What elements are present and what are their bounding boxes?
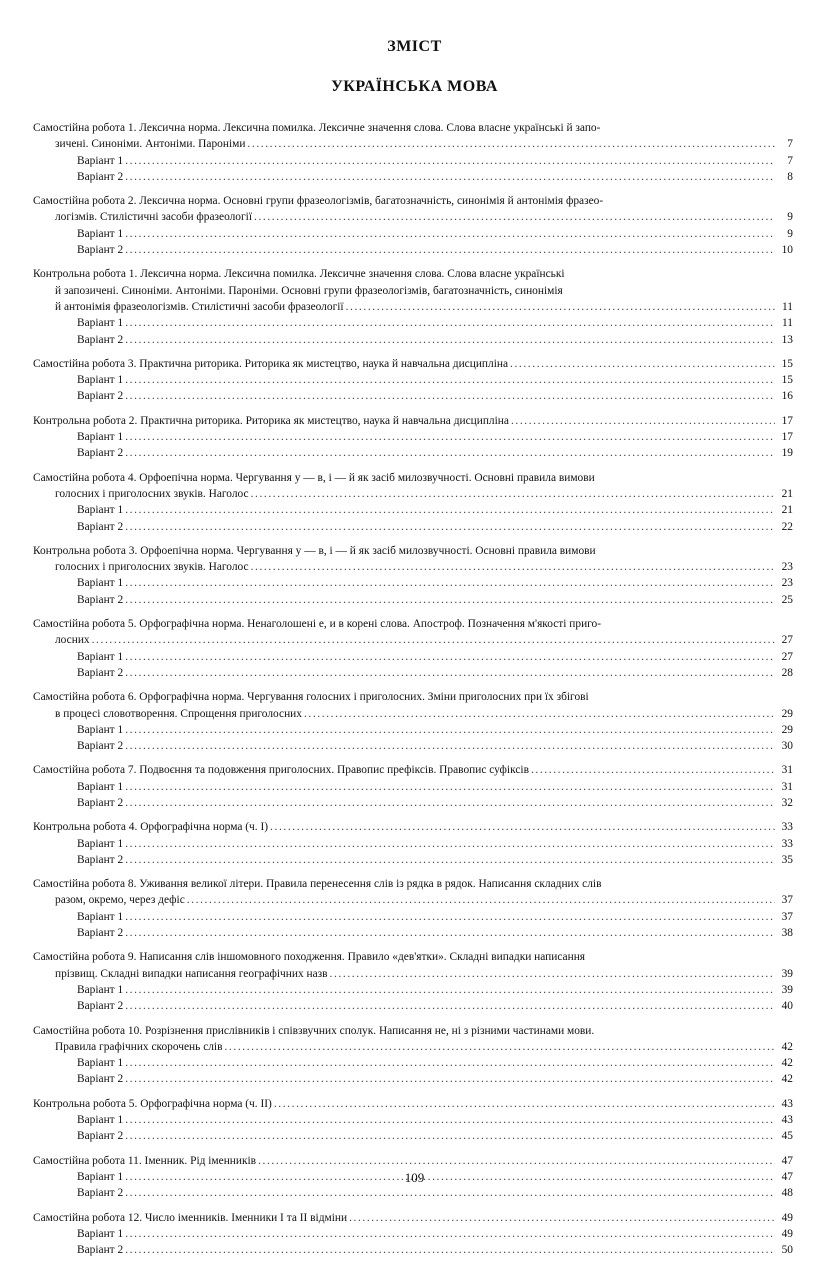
dot-leader — [125, 1071, 775, 1087]
toc-entry — [33, 193, 793, 258]
toc-page-number: 17 — [781, 414, 793, 427]
toc-variant-label: Варіант 2 — [77, 796, 124, 809]
toc-variant-row — [33, 242, 793, 258]
toc-variant-page-number: 8 — [787, 170, 793, 183]
dot-leader — [247, 136, 775, 152]
toc-variant-row — [33, 502, 793, 518]
dot-leader — [92, 632, 775, 648]
toc-entry-continuation — [33, 966, 793, 982]
toc-entry-text: Самостійна робота 11. Іменник. Рід іменників — [33, 1154, 257, 1167]
toc-entry-heading — [33, 819, 793, 835]
toc-variant-page-number: 22 — [781, 520, 793, 533]
toc-entry — [33, 120, 793, 185]
toc-variant-page-number: 49 — [781, 1227, 793, 1240]
toc-entry-heading — [33, 543, 793, 559]
toc-page-number: 47 — [781, 1154, 793, 1167]
dot-leader — [125, 429, 775, 445]
dot-leader — [125, 519, 775, 535]
toc-entry-text: й запозичені. Синоніми. Антоніми. Пароніми. Основні групи фразеологізмів, багатозначність, синонімія — [55, 284, 563, 297]
toc-page-number: 27 — [781, 634, 793, 647]
dot-leader — [125, 1226, 775, 1242]
toc-variant-row — [33, 722, 793, 738]
toc-entry-continuation — [33, 209, 793, 225]
toc-entry-text: Контрольна робота 1. Лексична норма. Лексична помилка. Лексичне значення слова. Слова власне українські — [33, 268, 565, 281]
toc-variant-label: Варіант 2 — [77, 1130, 124, 1143]
toc-variant-label: Варіант 2 — [77, 593, 124, 606]
toc-page-number: 23 — [781, 561, 793, 574]
toc-variant-row — [33, 1112, 793, 1128]
toc-entry-text: логізмів. Стилістичні засоби фразеології — [55, 211, 252, 224]
toc-variant-page-number: 29 — [781, 723, 793, 736]
dot-leader — [511, 413, 775, 429]
dot-leader — [125, 1242, 775, 1258]
toc-entry-text: прізвищ. Складні випадки написання географічних назв — [55, 967, 328, 980]
toc-variant-page-number: 19 — [781, 447, 793, 460]
dot-leader — [187, 892, 775, 908]
toc-entry — [33, 470, 793, 535]
toc-variant-page-number: 15 — [781, 374, 793, 387]
toc-entry-text: Контрольна робота 3. Орфоепічна норма. Чергування у — в, і — й як засіб милозвучності. Основні правила вимови — [33, 544, 596, 557]
toc-entry — [33, 616, 793, 681]
toc-variant-page-number: 37 — [781, 910, 793, 923]
dot-leader — [125, 332, 775, 348]
toc-variant-row — [33, 925, 793, 941]
toc-variant-label: Варіант 1 — [77, 1227, 124, 1240]
toc-page-number: 39 — [781, 967, 793, 980]
toc-entry-heading — [33, 616, 793, 632]
dot-leader — [125, 649, 775, 665]
toc-entry — [33, 949, 793, 1014]
toc-entry — [33, 819, 793, 868]
toc-variant-page-number: 23 — [781, 577, 793, 590]
toc-variant-page-number: 40 — [781, 1000, 793, 1013]
toc-variant-page-number: 35 — [781, 853, 793, 866]
toc-variant-label: Варіант 2 — [77, 170, 124, 183]
section-title: УКРАЇНСЬКА МОВА — [331, 78, 498, 95]
toc-variant-row — [33, 1242, 793, 1258]
toc-variant-row — [33, 779, 793, 795]
toc-variant-row — [33, 519, 793, 535]
dot-leader — [125, 925, 775, 941]
toc-variant-page-number: 48 — [781, 1187, 793, 1200]
toc-entry-heading — [33, 470, 793, 486]
toc-entry-continuation — [33, 706, 793, 722]
toc-entry-text: Самостійна робота 1. Лексична норма. Лексична помилка. Лексичне значення слова. Слова власне українські й запо- — [33, 122, 601, 134]
toc-entry-text: Самостійна робота 9. Написання слів іншомовного походження. Правило «дев'ятки». Складні випадки написання — [33, 951, 586, 964]
toc-variant-row — [33, 852, 793, 868]
toc-variant-page-number: 30 — [781, 740, 793, 753]
toc-entry-text: Самостійна робота 7. Подвоєння та подовження приголосних. Правопис префіксів. Правопис суфіксів — [33, 764, 529, 777]
toc-page-number: 49 — [781, 1211, 793, 1224]
toc-page-number: 11 — [782, 300, 793, 313]
toc-variant-page-number: 11 — [782, 317, 793, 330]
toc-variant-row — [33, 445, 793, 461]
toc-entry-text: Контрольна робота 2. Практична риторика. Риторика як мистецтво, наука й навчальна дисципліна — [33, 414, 509, 427]
toc-variant-row — [33, 429, 793, 445]
toc-page-number: 7 — [787, 138, 793, 151]
toc-entry-heading — [33, 762, 793, 778]
dot-leader — [251, 486, 775, 502]
toc-entry-continuation — [33, 1039, 793, 1055]
toc-entry-continuation — [33, 892, 793, 908]
dot-leader — [125, 779, 775, 795]
toc-variant-page-number: 31 — [781, 780, 793, 793]
dot-leader — [125, 1128, 775, 1144]
toc-variant-page-number: 42 — [781, 1057, 793, 1070]
toc-entry-text: й антонімія фразеологізмів. Стилістичні засоби фразеології — [55, 300, 344, 313]
toc-variant-row — [33, 332, 793, 348]
toc-variant-page-number: 45 — [781, 1130, 793, 1143]
toc-variant-page-number: 25 — [781, 593, 793, 606]
toc-entry-heading — [33, 876, 793, 892]
dot-leader — [125, 852, 775, 868]
toc-entry-heading — [33, 689, 793, 705]
toc-entry-continuation — [33, 486, 793, 502]
toc-variant-page-number: 32 — [781, 796, 793, 809]
toc-entry — [33, 1210, 793, 1259]
toc-variant-page-number: 50 — [781, 1244, 793, 1257]
toc-entry-text: зичені. Синоніми. Антоніми. Пароніми — [55, 138, 246, 151]
toc-variant-row — [33, 982, 793, 998]
toc-entry-heading — [33, 1153, 793, 1169]
toc-variant-row — [33, 575, 793, 591]
toc-variant-label: Варіант 1 — [77, 983, 124, 996]
toc-variant-row — [33, 738, 793, 754]
dot-leader — [125, 388, 775, 404]
toc-entry — [33, 356, 793, 405]
toc-variant-label: Варіант 1 — [77, 154, 124, 167]
toc-entry — [33, 689, 793, 754]
toc-variant-page-number: 38 — [781, 927, 793, 940]
toc-variant-label: Варіант 2 — [77, 333, 124, 346]
toc-entry-heading — [33, 356, 793, 372]
dot-leader — [125, 909, 775, 925]
toc-entry-text: в процесі словотворення. Спрощення приголосних — [55, 707, 302, 720]
dot-leader — [125, 575, 775, 591]
toc-variant-page-number: 39 — [781, 983, 793, 996]
toc-variant-label: Варіант 2 — [77, 853, 124, 866]
toc-variant-row — [33, 909, 793, 925]
dot-leader — [346, 299, 775, 315]
toc-variant-label: Варіант 1 — [77, 910, 124, 923]
toc-variant-page-number: 47 — [781, 1170, 793, 1183]
dot-leader — [224, 1039, 775, 1055]
toc-entry — [33, 876, 793, 941]
toc-variant-label: Варіант 1 — [77, 317, 124, 330]
toc-entry-heading — [33, 413, 793, 429]
toc-entry-heading — [33, 1023, 793, 1039]
dot-leader — [251, 559, 775, 575]
dot-leader — [125, 722, 775, 738]
toc-variant-row — [33, 1128, 793, 1144]
dot-leader — [531, 762, 775, 778]
toc-variant-row — [33, 315, 793, 331]
toc-variant-label: Варіант 2 — [77, 927, 124, 940]
toc-page-number: 37 — [781, 894, 793, 907]
toc-variant-label: Варіант 2 — [77, 1187, 124, 1200]
toc-page-number: 15 — [781, 357, 793, 370]
dot-leader — [125, 169, 775, 185]
toc-variant-page-number: 13 — [781, 333, 793, 346]
toc-title: ЗМІСТ — [387, 38, 442, 55]
dot-leader — [125, 315, 775, 331]
toc-entry — [33, 1096, 793, 1145]
toc-variant-label: Варіант 2 — [77, 740, 124, 753]
toc-variant-label: Варіант 1 — [77, 227, 124, 240]
toc-entry-heading — [33, 1096, 793, 1112]
toc-variant-label: Варіант 2 — [77, 666, 124, 679]
dot-leader — [125, 242, 775, 258]
dot-leader — [270, 819, 775, 835]
toc-entry-continuation — [33, 136, 793, 152]
table-of-contents — [33, 120, 793, 1266]
toc-variant-page-number: 42 — [781, 1073, 793, 1086]
toc-page-number: 31 — [781, 764, 793, 777]
toc-variant-label: Варіант 2 — [77, 520, 124, 533]
dot-leader — [349, 1210, 775, 1226]
page-number: 109 — [404, 1170, 425, 1185]
toc-variant-label: Варіант 1 — [77, 650, 124, 663]
toc-variant-label: Варіант 1 — [77, 780, 124, 793]
toc-entry-text: Самостійна робота 2. Лексична норма. Основні групи фразеологізмів, багатозначність, синонімія й антонімія фразео- — [33, 195, 604, 208]
dot-leader — [125, 836, 775, 852]
dot-leader — [254, 209, 775, 225]
toc-entry-text: голосних і приголосних звуків. Наголос — [55, 561, 249, 574]
toc-variant-row — [33, 665, 793, 681]
toc-page-number: 42 — [781, 1040, 793, 1053]
dot-leader — [125, 982, 775, 998]
toc-entry-text: лосних — [55, 634, 90, 647]
toc-page-number: 43 — [781, 1097, 793, 1110]
toc-variant-label: Варіант 1 — [77, 577, 124, 590]
toc-variant-row — [33, 153, 793, 169]
dot-leader — [274, 1096, 775, 1112]
toc-entry-text: Контрольна робота 5. Орфографічна норма (ч. ІІ) — [33, 1097, 272, 1110]
toc-entry-heading — [33, 266, 793, 282]
toc-entry — [33, 266, 793, 347]
dot-leader — [125, 665, 775, 681]
toc-variant-row — [33, 836, 793, 852]
toc-entry-text: голосних і приголосних звуків. Наголос — [55, 487, 249, 500]
toc-variant-label: Варіант 2 — [77, 1244, 124, 1257]
toc-page-number: 21 — [781, 487, 793, 500]
toc-variant-page-number: 16 — [781, 390, 793, 403]
toc-variant-label: Варіант 1 — [77, 1170, 124, 1183]
toc-variant-row — [33, 1055, 793, 1071]
toc-entry-heading — [33, 1210, 793, 1226]
dot-leader — [330, 966, 775, 982]
toc-variant-row — [33, 592, 793, 608]
toc-variant-label: Варіант 1 — [77, 504, 124, 517]
toc-variant-page-number: 43 — [781, 1114, 793, 1127]
toc-entry-text: Самостійна робота 4. Орфоепічна норма. Чергування у — в, і — й як засіб милозвучності. Основні правила вимови — [33, 471, 595, 484]
toc-variant-page-number: 28 — [781, 666, 793, 679]
toc-variant-row — [33, 649, 793, 665]
dot-leader — [125, 738, 775, 754]
toc-variant-page-number: 7 — [787, 154, 793, 167]
toc-entry — [33, 413, 793, 462]
toc-page-number: 29 — [781, 707, 793, 720]
toc-variant-row — [33, 1226, 793, 1242]
toc-variant-row — [33, 795, 793, 811]
toc-variant-page-number: 21 — [781, 504, 793, 517]
toc-variant-row — [33, 226, 793, 242]
toc-entry-continuation — [33, 283, 793, 299]
toc-entry-text: Самостійна робота 12. Число іменників. Іменники І та ІІ відміни — [33, 1211, 348, 1224]
toc-entry-heading — [33, 120, 793, 136]
dot-leader — [125, 502, 775, 518]
toc-entry-text: Самостійна робота 6. Орфографічна норма. Чергування голосних і приголосних. Зміни приголосних при їх збігові — [33, 691, 589, 704]
toc-variant-page-number: 27 — [781, 650, 793, 663]
toc-entry-text: разом, окремо, через дефіс — [55, 894, 185, 907]
toc-entry — [33, 543, 793, 608]
toc-variant-label: Варіант 1 — [77, 837, 124, 850]
toc-entry-heading — [33, 193, 793, 209]
toc-variant-row — [33, 998, 793, 1014]
dot-leader — [125, 998, 775, 1014]
toc-variant-row — [33, 1185, 793, 1201]
toc-entry-text: Самостійна робота 3. Практична риторика. Риторика як мистецтво, наука й навчальна дисципліна — [33, 357, 509, 370]
dot-leader — [125, 445, 775, 461]
dot-leader — [125, 1055, 775, 1071]
toc-page-number: 33 — [781, 821, 793, 834]
toc-variant-row — [33, 169, 793, 185]
toc-variant-label: Варіант 2 — [77, 1000, 124, 1013]
toc-variant-label: Варіант 1 — [77, 431, 124, 444]
toc-variant-page-number: 33 — [781, 837, 793, 850]
toc-entry-text: Правила графічних скорочень слів — [55, 1040, 223, 1053]
toc-variant-page-number: 9 — [787, 227, 793, 240]
toc-entry-text: Самостійна робота 5. Орфографічна норма. Ненаголошені е, и в корені слова. Апостроф. Позначення м'якості приго- — [33, 618, 602, 631]
toc-variant-row — [33, 388, 793, 404]
toc-variant-label: Варіант 2 — [77, 447, 124, 460]
dot-leader — [258, 1153, 775, 1169]
toc-variant-label: Варіант 1 — [77, 723, 124, 736]
dot-leader — [510, 356, 775, 372]
dot-leader — [125, 153, 775, 169]
toc-variant-page-number: 17 — [781, 431, 793, 444]
toc-entry-text: Самостійна робота 8. Уживання великої літери. Правила перенесення слів із рядка в рядок. Написання складних слів — [33, 878, 602, 891]
toc-variant-label: Варіант 1 — [77, 1114, 124, 1127]
dot-leader — [125, 1185, 775, 1201]
toc-variant-row — [33, 1071, 793, 1087]
toc-entry-continuation — [33, 559, 793, 575]
toc-entry-continuation — [33, 299, 793, 315]
toc-page-number: 9 — [787, 211, 793, 224]
dot-leader — [125, 372, 775, 388]
dot-leader — [125, 1112, 775, 1128]
toc-entry-text: Контрольна робота 4. Орфографічна норма (ч. І) — [33, 821, 269, 834]
toc-entry — [33, 762, 793, 811]
dot-leader — [304, 706, 775, 722]
toc-variant-label: Варіант 2 — [77, 390, 124, 403]
toc-entry — [33, 1023, 793, 1088]
dot-leader — [125, 226, 775, 242]
dot-leader — [125, 795, 775, 811]
toc-variant-row — [33, 372, 793, 388]
toc-entry-text: Самостійна робота 10. Розрізнення прислівників і співзвучних сполук. Написання не, ні з різними частинами мови. — [33, 1024, 595, 1037]
dot-leader — [125, 592, 775, 608]
toc-variant-label: Варіант 2 — [77, 244, 124, 257]
toc-entry-heading — [33, 949, 793, 965]
toc-variant-label: Варіант 1 — [77, 1057, 124, 1070]
toc-entry-continuation — [33, 632, 793, 648]
toc-variant-page-number: 10 — [781, 244, 793, 257]
toc-variant-label: Варіант 1 — [77, 374, 124, 387]
toc-variant-label: Варіант 2 — [77, 1073, 124, 1086]
